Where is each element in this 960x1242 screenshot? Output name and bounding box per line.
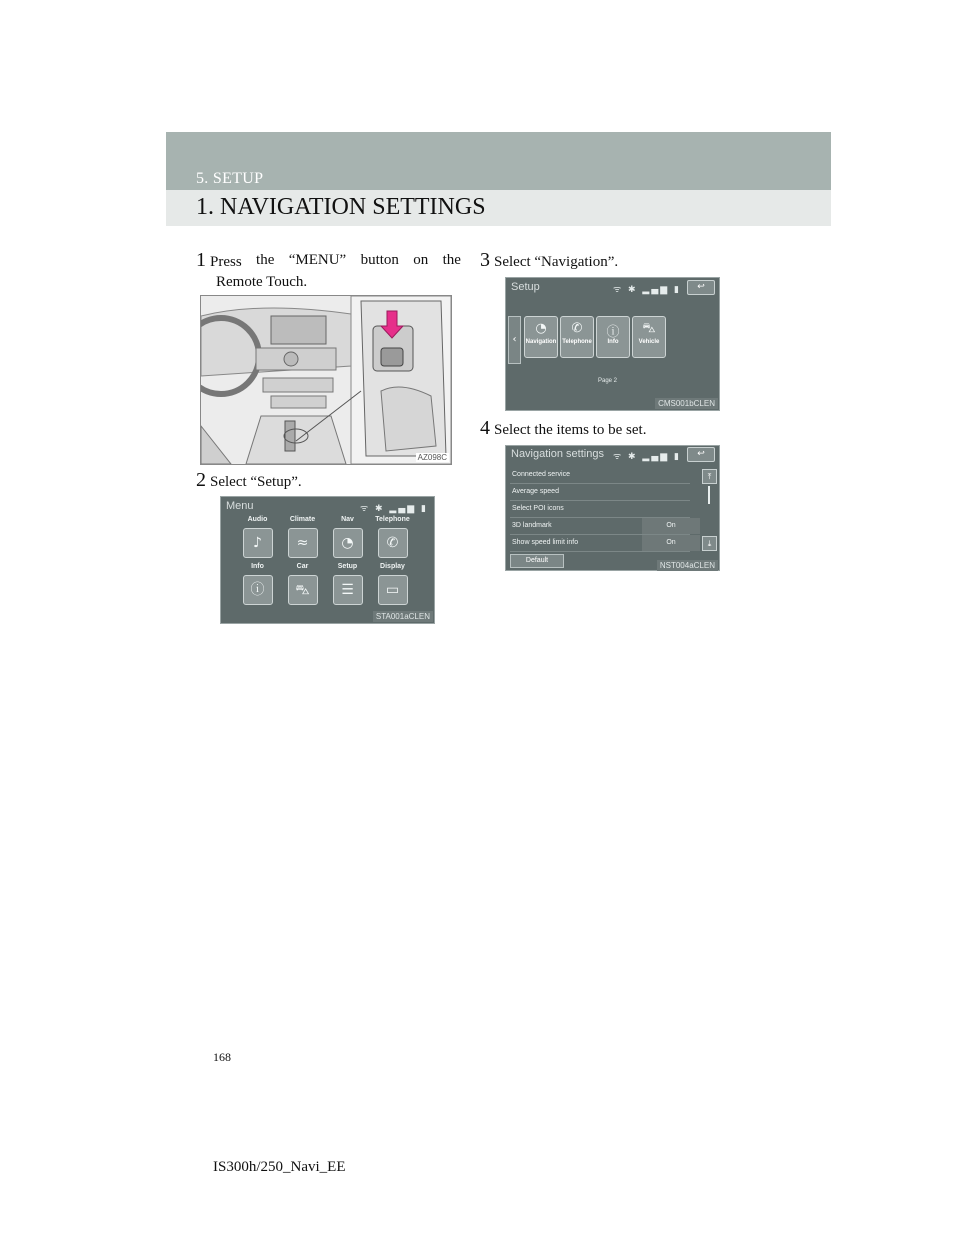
- step-word: the: [442, 252, 461, 268]
- back-icon[interactable]: ↩: [687, 280, 715, 295]
- menu-label-nav: Nav: [341, 516, 354, 523]
- compass-icon: ◔: [535, 321, 547, 336]
- row-value: On: [642, 518, 700, 534]
- step-word: on: [413, 252, 429, 268]
- button-label: Navigation: [525, 339, 557, 345]
- step-1-line-1: [196, 250, 461, 272]
- button-label: Telephone: [562, 339, 592, 345]
- row-label: Connected service: [512, 471, 570, 478]
- navigation-settings-screen: [505, 445, 720, 571]
- header-band: [166, 132, 831, 190]
- menu-label-setup: Setup: [337, 563, 358, 570]
- dashboard-illustration: [200, 295, 452, 465]
- step-text: Select “Setup”.: [210, 474, 302, 490]
- setup-button-vehicle[interactable]: [632, 316, 666, 358]
- section-label: 5. SETUP: [196, 170, 264, 187]
- menu-labels-row-1: [235, 516, 415, 523]
- figure-code: CMS001bCLEN: [655, 398, 718, 409]
- settings-row-select-poi-icons[interactable]: [510, 501, 690, 518]
- figure-code: NST004aCLEN: [657, 560, 718, 571]
- phone-icon[interactable]: ✆: [378, 528, 408, 558]
- scrollbar[interactable]: [708, 486, 710, 504]
- screen-title: Navigation settings: [511, 448, 604, 460]
- back-icon[interactable]: ↩: [687, 447, 715, 462]
- figure-code: STA001aCLEN: [373, 611, 433, 622]
- compass-icon[interactable]: ◔: [333, 528, 363, 558]
- row-value: On: [642, 535, 700, 551]
- info-icon[interactable]: ⓘ: [243, 575, 273, 605]
- setup-button-telephone[interactable]: [560, 316, 594, 358]
- dashboard-drawing: [201, 296, 451, 464]
- row-label: Select POI icons: [512, 505, 564, 512]
- info-icon: ⓘ: [606, 325, 620, 340]
- document-id: IS300h/250_Navi_EE: [213, 1159, 346, 1175]
- settings-row-show-speed-limit-info[interactable]: [510, 535, 690, 552]
- step-word: the: [256, 252, 275, 268]
- step-4: [480, 418, 646, 440]
- row-label: Show speed limit info: [512, 539, 579, 546]
- phone-icon: ✆: [571, 321, 583, 336]
- button-label: Info: [607, 339, 619, 345]
- step-word: “MENU”: [288, 252, 347, 268]
- menu-labels-row-2: [235, 563, 415, 570]
- menu-screen: [220, 496, 435, 624]
- status-icons: ᯤ ✱ ▂▄▆ ▮: [612, 285, 681, 295]
- menu-label-car: Car: [296, 563, 309, 570]
- menu-label-telephone: Telephone: [375, 516, 410, 523]
- settings-row-connected-service[interactable]: [510, 467, 690, 484]
- step-1: [196, 250, 461, 292]
- step-text: Select “Navigation”.: [494, 254, 619, 270]
- status-icons: ᯤ ✱ ▂▄▆ ▮: [359, 504, 428, 514]
- step-number: 3: [480, 249, 490, 271]
- previous-page-icon[interactable]: ‹: [508, 316, 521, 364]
- step-word: Press: [210, 254, 242, 270]
- scroll-top-icon[interactable]: ⤒: [702, 469, 717, 484]
- row-label: Average speed: [512, 488, 559, 495]
- menu-icons-row-1: [235, 528, 415, 558]
- setup-screen: [505, 277, 720, 411]
- step-number: 1: [196, 249, 206, 271]
- menu-label-audio: Audio: [247, 516, 268, 523]
- setup-button-info[interactable]: [596, 316, 630, 358]
- figure-code: AZ098C: [417, 453, 447, 462]
- setup-button-navigation[interactable]: [524, 316, 558, 358]
- step-number: 4: [480, 417, 490, 439]
- button-label: Vehicle: [638, 339, 660, 345]
- menu-label-display: Display: [380, 563, 405, 570]
- screen-title: Menu: [226, 500, 254, 512]
- settings-row-3d-landmark[interactable]: [510, 518, 690, 535]
- menu-icons-row-2: [235, 575, 415, 605]
- step-3: [480, 250, 618, 272]
- music-note-icon[interactable]: ♪: [243, 528, 273, 558]
- menu-label-climate: Climate: [289, 516, 316, 523]
- status-icons: ᯤ ✱ ▂▄▆ ▮: [612, 452, 681, 462]
- step-text: Select the items to be set.: [494, 422, 647, 438]
- setup-icon[interactable]: ☰: [333, 575, 363, 605]
- step-word: button: [360, 252, 399, 268]
- page-title: 1. NAVIGATION SETTINGS: [196, 194, 486, 220]
- step-1-line-2: Remote Touch.: [216, 274, 308, 290]
- page-indicator: Page 2: [598, 378, 618, 384]
- page-number: 168: [213, 1050, 231, 1064]
- car-icon[interactable]: ⛍: [288, 575, 318, 605]
- step-number: 2: [196, 469, 206, 491]
- menu-label-info: Info: [251, 563, 264, 570]
- row-label: 3D landmark: [512, 522, 552, 529]
- screen-title: Setup: [511, 281, 540, 293]
- settings-row-average-speed[interactable]: [510, 484, 690, 501]
- vehicle-icon: ⛍: [642, 321, 656, 336]
- step-2: [196, 470, 302, 492]
- climate-icon[interactable]: ≈: [288, 528, 318, 558]
- scroll-bottom-icon[interactable]: ⤓: [702, 536, 717, 551]
- display-icon[interactable]: ▭: [378, 575, 408, 605]
- default-button[interactable]: Default: [510, 554, 564, 568]
